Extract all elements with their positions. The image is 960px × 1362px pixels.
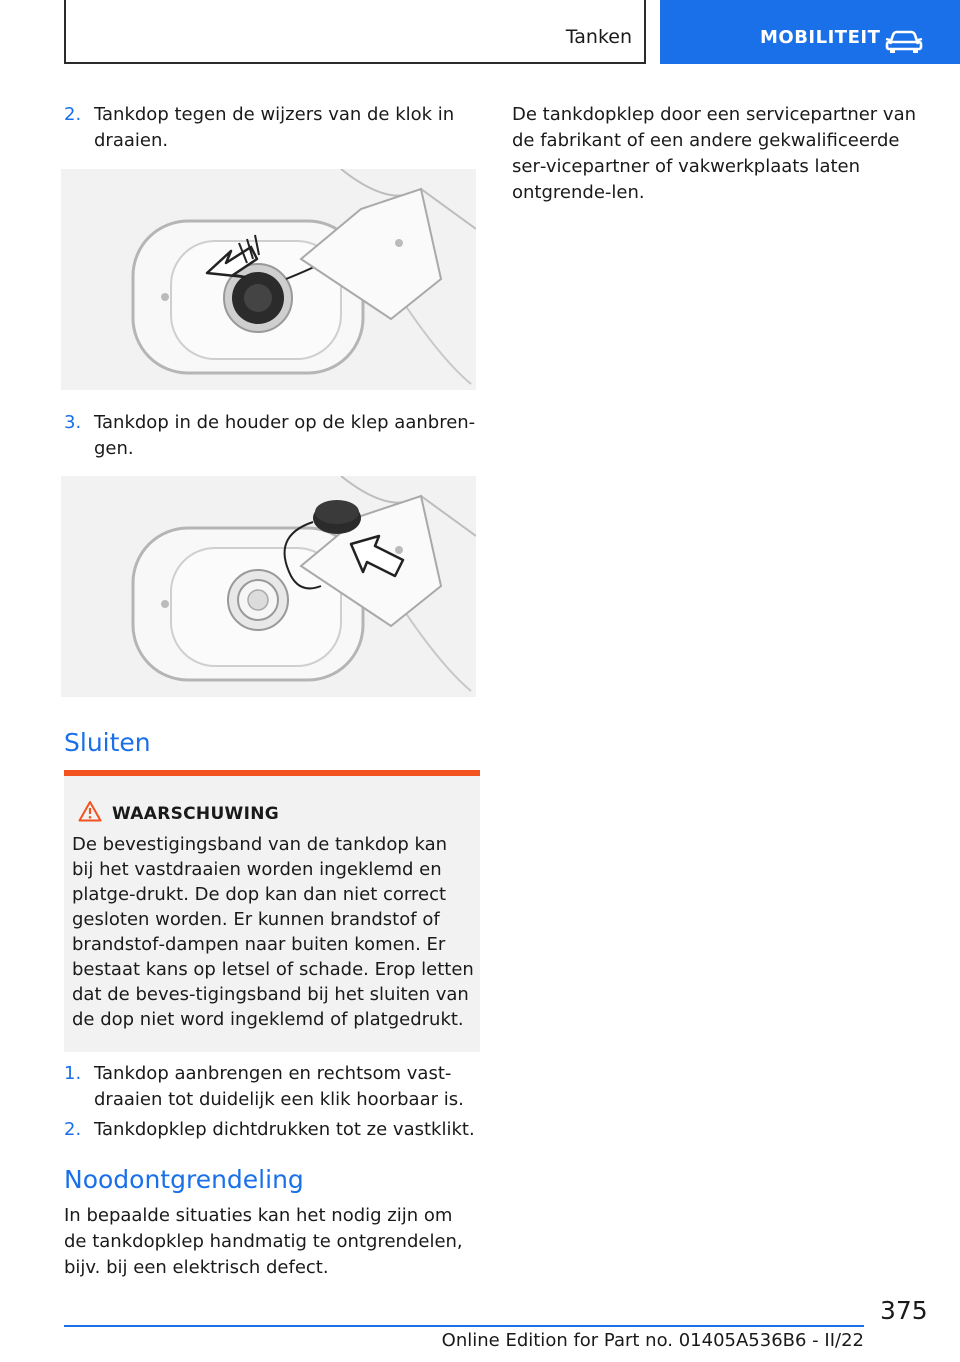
warning-title: WAARSCHUWING (112, 804, 280, 824)
car-icon (884, 26, 924, 58)
warning-triangle-icon (78, 800, 102, 826)
step-text: Tankdopklep dichtdrukken tot ze vastklikt. (94, 1119, 475, 1140)
nood-paragraph: In bepaalde situaties kan het nodig zijn om de tankdopklep handmatig te ontgrendelen, bijv. bij een elektrisch defect. (64, 1205, 463, 1278)
header-section-box (64, 0, 646, 64)
section-heading-noodontgrendeling: Noodontgrendeling (64, 1165, 304, 1194)
section-heading-sluiten: Sluiten (64, 728, 151, 757)
chapter-tab-label: MOBILITEIT (760, 27, 881, 48)
warning-box (64, 770, 480, 1052)
fuel-cap-holder-figure (61, 476, 476, 697)
footer-edition: Online Edition for Part no. 01405A536B6 - II/22 (441, 1330, 864, 1351)
step-text: Tankdop tegen de wijzers van de klok in draaien. (94, 104, 455, 151)
fuel-cap-unscrew-figure (61, 169, 476, 390)
step-number: 1. (64, 1063, 82, 1084)
header-section-title: Tanken (565, 26, 632, 48)
page-number: 375 (880, 1296, 928, 1325)
step-text: Tankdop aanbrengen en rechtsom vast‐draaien tot duidelijk een klik hoorbaar is. (94, 1063, 464, 1110)
step-number: 2. (64, 1119, 82, 1140)
right-column-paragraph: De tankdopklep door een servicepartner van de fabrikant of een andere gekwalificeerde ser‐vicepartner of vakwerkplaats laten ontgrende‐len. (512, 104, 917, 203)
step-number: 3. (64, 412, 82, 433)
warning-text: De bevestigingsband van de tankdop kan bij het vastdraaien worden ingeklemd en platge‐drukt. De dop kan dan niet correct gesloten worden. Er kunnen brandstof of brandstof‐dampen naar buiten komen. Er bestaat kans op letsel of schade. Erop letten dat de beves‐tigingsband bij het sluiten van de dop niet word ingeklemd of platgedrukt. (72, 834, 474, 1030)
footer-divider (64, 1325, 864, 1327)
step-number: 2. (64, 104, 82, 125)
step-text: Tankdop in de houder op de klep aanbren‐gen. (94, 412, 476, 459)
